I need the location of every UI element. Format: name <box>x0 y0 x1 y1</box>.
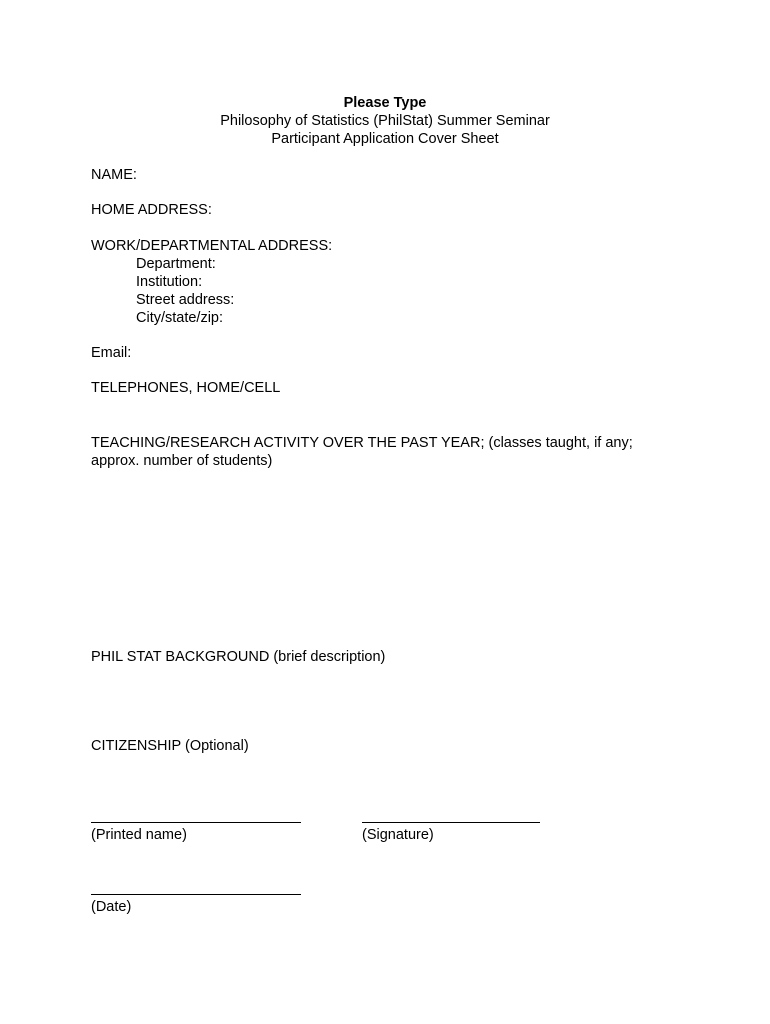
date-line <box>91 894 301 895</box>
telephones-label: TELEPHONES, HOME/CELL <box>91 380 281 396</box>
teaching-activity-label-continued: approx. number of students) <box>91 453 273 469</box>
citizenship-label: CITIZENSHIP (Optional) <box>91 738 249 754</box>
work-address-label: WORK/DEPARTMENTAL ADDRESS: <box>91 238 333 254</box>
department-label: Department: <box>136 256 216 272</box>
printed-name-caption: (Printed name) <box>91 827 187 843</box>
email-label: Email: <box>91 345 132 361</box>
home-address-label: HOME ADDRESS: <box>91 202 212 218</box>
date-caption: (Date) <box>91 899 132 915</box>
signature-line <box>362 822 540 823</box>
institution-label: Institution: <box>136 274 203 290</box>
city-state-zip-label: City/state/zip: <box>136 310 224 326</box>
seminar-title: Philosophy of Statistics (PhilStat) Summer Seminar <box>220 113 550 129</box>
form-title: Participant Application Cover Sheet <box>271 131 499 147</box>
instruction-heading: Please Type <box>343 95 427 111</box>
teaching-activity-label: TEACHING/RESEARCH ACTIVITY OVER THE PAST YEAR; (classes taught, if any; <box>91 435 633 451</box>
printed-name-line <box>91 822 301 823</box>
street-address-label: Street address: <box>136 292 235 308</box>
name-label: NAME: <box>91 167 137 183</box>
philstat-background-label: PHIL STAT BACKGROUND (brief description) <box>91 649 386 665</box>
signature-caption: (Signature) <box>362 827 434 843</box>
